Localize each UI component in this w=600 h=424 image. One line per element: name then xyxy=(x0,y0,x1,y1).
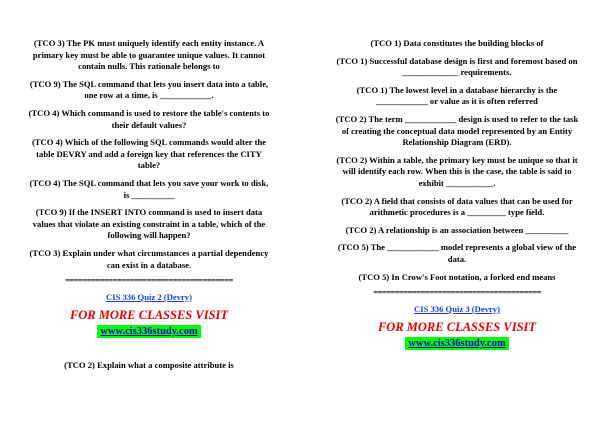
question-tco9-constraint: (TCO 9) If the INSERT INTO command is used to insert data values that violate an existing constraint in a table, which of the following will happen? xyxy=(32,207,266,241)
question-tco2-composite: (TCO 2) Explain what a composite attribute is xyxy=(64,360,234,371)
question-tco5-global-view: (TCO 5) The ____________ model represents a global view of the data. xyxy=(337,242,577,264)
question-tco3-partial-dependency: (TCO 3) Explain under what circumstances a partial dependency can exist in a database. xyxy=(29,247,269,270)
question-tco2-arithmetic: (TCO 2) A field that consists of data values that can be used for arithmetic procedures is a _________ type field. xyxy=(341,195,573,218)
right-column xyxy=(332,0,582,350)
visit-banner: FOR MORE CLASSES VISIT xyxy=(69,308,229,323)
question-tco1-design: (TCO 1) Successful database design is first and foremost based on _____________ requirements. xyxy=(336,55,578,78)
question-tco1-data: (TCO 1) Data constitutes the building blocks of xyxy=(370,38,544,48)
question-tco2-relationship: (TCO 2) A relationship is an association between __________ xyxy=(345,224,569,235)
question-tco5-crows-foot: (TCO 5) In Crow's Foot notation, a forked end means xyxy=(358,271,556,282)
question-tco4-alter: (TCO 4) Which of the following SQL commands would alter the table DEVRY and add a foreign key that references the CITY table? xyxy=(31,137,267,171)
visit-banner: FOR MORE CLASSES VISIT xyxy=(377,320,537,335)
website-link[interactable]: www.cis336study.com xyxy=(405,337,508,350)
question-tco4-save: (TCO 4) The SQL command that lets you save your work to disk, is __________ xyxy=(29,177,269,200)
quiz-link[interactable]: CIS 336 Quiz 2 (Devry) xyxy=(106,291,192,302)
question-tco2-erd: (TCO 2) The term ____________ design is used to refer to the task of creating the conceptual data model represented by an Entity Relationship Diagram (ERD). xyxy=(335,113,579,148)
separator-line: ======================================= xyxy=(373,287,541,298)
question-tco9-insert: (TCO 9) The SQL command that lets you insert data into a table, one row at a time, is ____________. xyxy=(29,78,269,101)
question-tco3-pk: (TCO 3) The PK must uniquely identify each entity instance. A primary key must be able to guarantee unique values. It cannot contain nulls. This rationale belongs to xyxy=(32,38,266,72)
question-tco1-hierarchy: (TCO 1) The lowest level in a database hierarchy is the ____________ or value as it is often referred xyxy=(356,84,558,107)
website-link[interactable]: www.cis336study.com xyxy=(97,325,200,338)
separator-line: ======================================= xyxy=(65,275,233,286)
question-tco2-primary-key: (TCO 2) Within a table, the primary key must be unique so that it will identify each row. When this is the case, the table is said to exhibit ___________. xyxy=(336,154,578,188)
left-column xyxy=(26,0,272,372)
quiz-link[interactable]: CIS 336 Quiz 3 (Devry) xyxy=(414,303,500,314)
question-tco4-restore: (TCO 4) Which command is used to restore the table's contents to their default values? xyxy=(28,107,270,130)
